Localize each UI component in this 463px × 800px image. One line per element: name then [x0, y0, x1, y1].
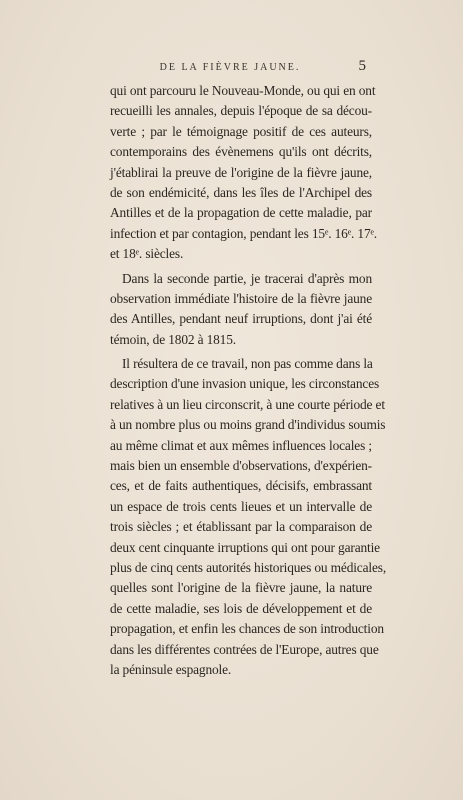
text-line: verte ; par le témoignage positif de ces auteurs, — [110, 123, 372, 139]
paragraph — [110, 81, 377, 265]
paragraph — [110, 269, 372, 351]
text-line: plus de cinq cents autorités historiques ou médicales, — [110, 559, 387, 575]
page-number: 5 — [358, 58, 366, 74]
text-line: observation immédiate l'histoire de la fièvre jaune — [110, 290, 372, 306]
paragraph — [110, 354, 387, 680]
text-line: un espace de trois cents lieues et un intervalle de — [110, 498, 372, 514]
text-line: description d'une invasion unique, les circonstances — [110, 376, 380, 392]
text-line: des Antilles, pendant neuf irruptions, dont j'ai été — [110, 311, 372, 327]
text-line: qui ont parcouru le Nouveau-Monde, ou qui en ont — [110, 83, 376, 98]
text-line: trois siècles ; et établissant par la comparaison de — [110, 519, 372, 535]
text-line: dans les différentes contrées de l'Europe, autres que — [110, 641, 379, 657]
text-line: mais bien un ensemble d'observations, d'expérien- — [110, 458, 372, 474]
text-line: à un nombre plus ou moins grand d'individus soumis — [110, 417, 386, 433]
text-line: Il résultera de ce travail, non pas comme dans la — [122, 356, 373, 372]
text-line: de son endémicité, dans les îles de l'Archipel des — [110, 184, 372, 200]
body-text — [110, 81, 387, 680]
text-line: j'établirai la preuve de l'origine de la fièvre jaune, — [110, 164, 372, 180]
text-line: de cette maladie, ses lois de développement et de — [110, 600, 372, 616]
text-line: propagation, et enfin les chances de son introduction — [110, 621, 384, 637]
text-line: au même climat et aux mêmes influences locales ; — [110, 437, 372, 453]
text-line: la péninsule espagnole. — [110, 661, 232, 677]
text-line: Antilles et de la propagation de cette maladie, par — [110, 205, 372, 221]
text-line: quelles sont l'origine de la fièvre jaune, la nature — [110, 580, 372, 596]
text-line: deux cent cinquante irruptions qui ont pour garantie — [110, 539, 380, 555]
text-line: Dans la seconde partie, je tracerai d'après mon — [122, 270, 372, 286]
text-line: infection et par contagion, pendant les 15ᵉ. 16ᵉ. 17ᵉ. — [110, 225, 377, 241]
text-line: contemporains des évènemens qu'ils ont décrits, — [110, 144, 372, 160]
text-line: et 18ᵉ. siècles. — [110, 246, 184, 262]
text-line: relatives à un lieu circonscrit, à une courte période et — [110, 396, 385, 412]
text-line: ces, et de faits authentiques, décisifs, embrassant — [110, 478, 372, 494]
text-line: témoin, de 1802 à 1815. — [110, 331, 236, 347]
running-head: DE LA FIÈVRE JAUNE. — [159, 62, 301, 73]
text-line: recueilli les annales, depuis l'époque de sa décou- — [110, 103, 372, 119]
